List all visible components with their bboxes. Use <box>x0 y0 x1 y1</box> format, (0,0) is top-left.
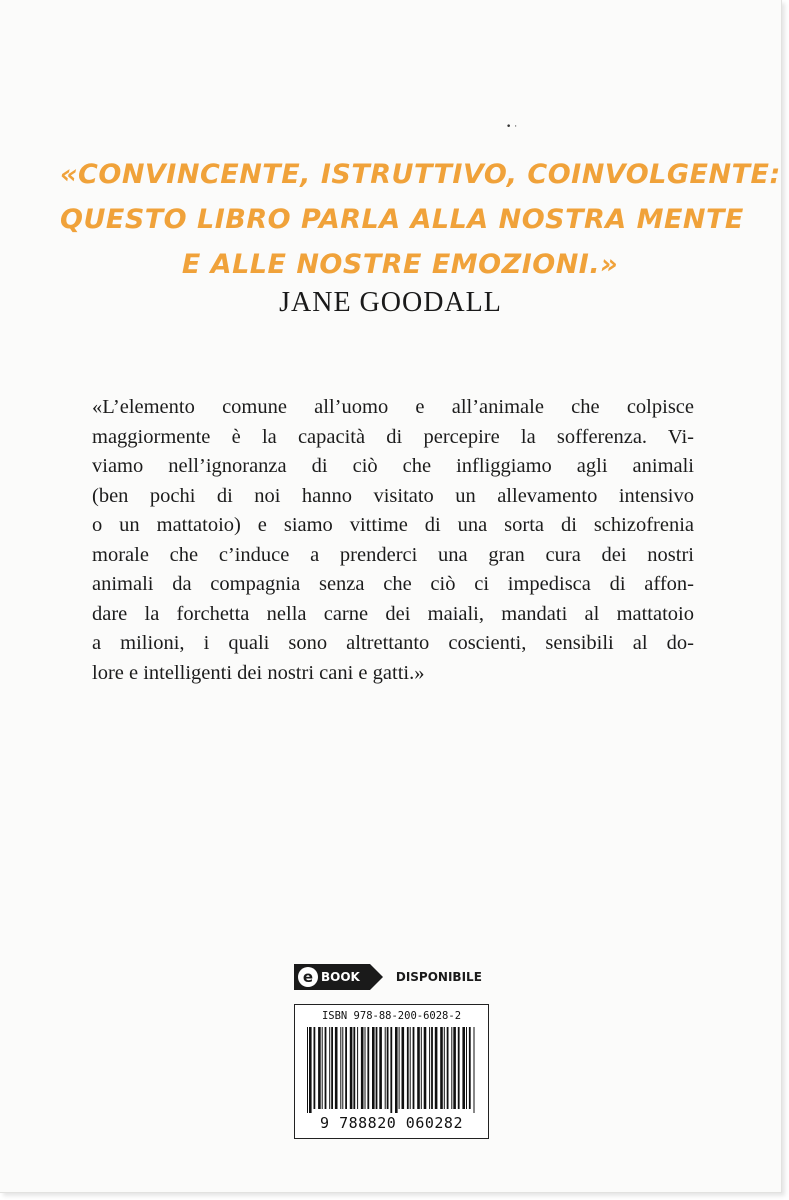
barcode-bar <box>350 1027 353 1109</box>
barcode-bar <box>402 1027 405 1109</box>
barcode-bar <box>372 1027 375 1109</box>
barcode-bar <box>453 1027 456 1109</box>
barcode-bar <box>357 1027 358 1109</box>
barcode-bars <box>305 1027 478 1113</box>
barcode-bar <box>429 1027 430 1109</box>
barcode-bar <box>440 1027 443 1109</box>
barcode-bar <box>424 1027 427 1109</box>
ebook-badge-label: BOOK <box>321 970 360 984</box>
barcode-bar <box>365 1027 366 1109</box>
barcode-bar <box>444 1027 445 1109</box>
barcode-bar <box>335 1027 338 1109</box>
barcode-bar <box>340 1027 341 1109</box>
endorsement-quote <box>60 152 781 287</box>
quote-author: JANE GOODALL <box>279 287 502 318</box>
barcode-bar <box>417 1027 420 1109</box>
barcode-bar <box>474 1027 475 1113</box>
barcode-bar <box>390 1027 392 1113</box>
barcode-bar <box>329 1027 330 1109</box>
barcode-bar <box>314 1027 316 1109</box>
blurb-line: a milioni, i quali sono altrettanto coscienti, sensibili al do- <box>92 632 694 654</box>
barcode-bar <box>431 1027 433 1109</box>
ebook-status: DISPONIBILE <box>395 970 482 984</box>
barcode-bar <box>331 1027 333 1109</box>
ebook-badge <box>294 964 370 990</box>
ebook-availability <box>294 964 482 990</box>
blurb-line: dare la forchetta nella carne dei maiali, mandati al mattatoio <box>92 602 694 625</box>
barcode-bar <box>367 1027 369 1109</box>
barcode-bar <box>342 1027 343 1109</box>
barcode-bar <box>307 1027 308 1113</box>
barcode-bar <box>361 1027 364 1109</box>
barcode-digits: 9 788820 060282 <box>320 1114 463 1132</box>
print-specks: •· <box>506 122 521 132</box>
ebook-e-icon: e <box>298 967 318 987</box>
barcode-bar <box>466 1027 467 1109</box>
quote-line: QUESTO LIBRO PARLA ALLA NOSTRA MENTE <box>60 204 744 235</box>
quote-line: «CONVINCENTE, ISTRUTTIVO, COINVOLGENTE: <box>60 159 781 190</box>
isbn-barcode <box>294 1004 489 1139</box>
barcode-bar <box>447 1027 449 1109</box>
barcode-bar <box>435 1027 438 1109</box>
blurb-line: lore e intelligenti dei nostri cani e gatti.» <box>92 661 425 684</box>
barcode-bar <box>395 1027 398 1113</box>
isbn-label: ISBN 978-88-200-6028-2 <box>321 1010 462 1022</box>
barcode-bar <box>318 1027 321 1109</box>
barcode-bar <box>353 1027 355 1109</box>
barcode-bar <box>376 1027 378 1109</box>
blurb-line: (ben pochi di noi hanno visitato un allevamento intensivo <box>92 484 694 507</box>
barcode-bar <box>469 1027 471 1109</box>
barcode-bar <box>451 1027 452 1109</box>
quote-line: E ALLE NOSTRE EMOZIONI.» <box>181 249 619 280</box>
barcode-bar <box>413 1027 415 1109</box>
barcode-bar <box>309 1027 312 1113</box>
barcode-bar <box>399 1027 400 1109</box>
blurb-paragraph <box>92 393 694 688</box>
barcode-bar <box>458 1027 460 1109</box>
barcode-bar <box>322 1027 323 1109</box>
barcode-bar <box>421 1027 422 1109</box>
blurb-line: maggiormente è la capacità di percepire la sofferenza. Vi- <box>92 425 694 448</box>
barcode-bar <box>410 1027 411 1109</box>
barcode-bar <box>325 1027 327 1109</box>
blurb-line: o un mattatoio) e siamo vittime di una sorta di schizofrenia <box>92 514 694 536</box>
barcode-bar <box>387 1027 389 1109</box>
blurb-line: «L’elemento comune all’uomo e all’animale che colpisce <box>92 396 694 418</box>
barcode-bar <box>385 1027 386 1109</box>
blurb-line: morale che c’induce a prenderci una gran cura dei nostri <box>92 543 694 566</box>
blurb-line: animali da compagnia senza che ciò ci impedisca di affon- <box>92 573 694 595</box>
barcode-bar <box>407 1027 409 1109</box>
barcode-bar <box>462 1027 465 1109</box>
barcode-bar <box>379 1027 382 1109</box>
blurb-line: viamo nell’ignoranza di ciò che infliggiamo agli animali <box>92 455 694 477</box>
barcode-bar <box>345 1027 347 1109</box>
